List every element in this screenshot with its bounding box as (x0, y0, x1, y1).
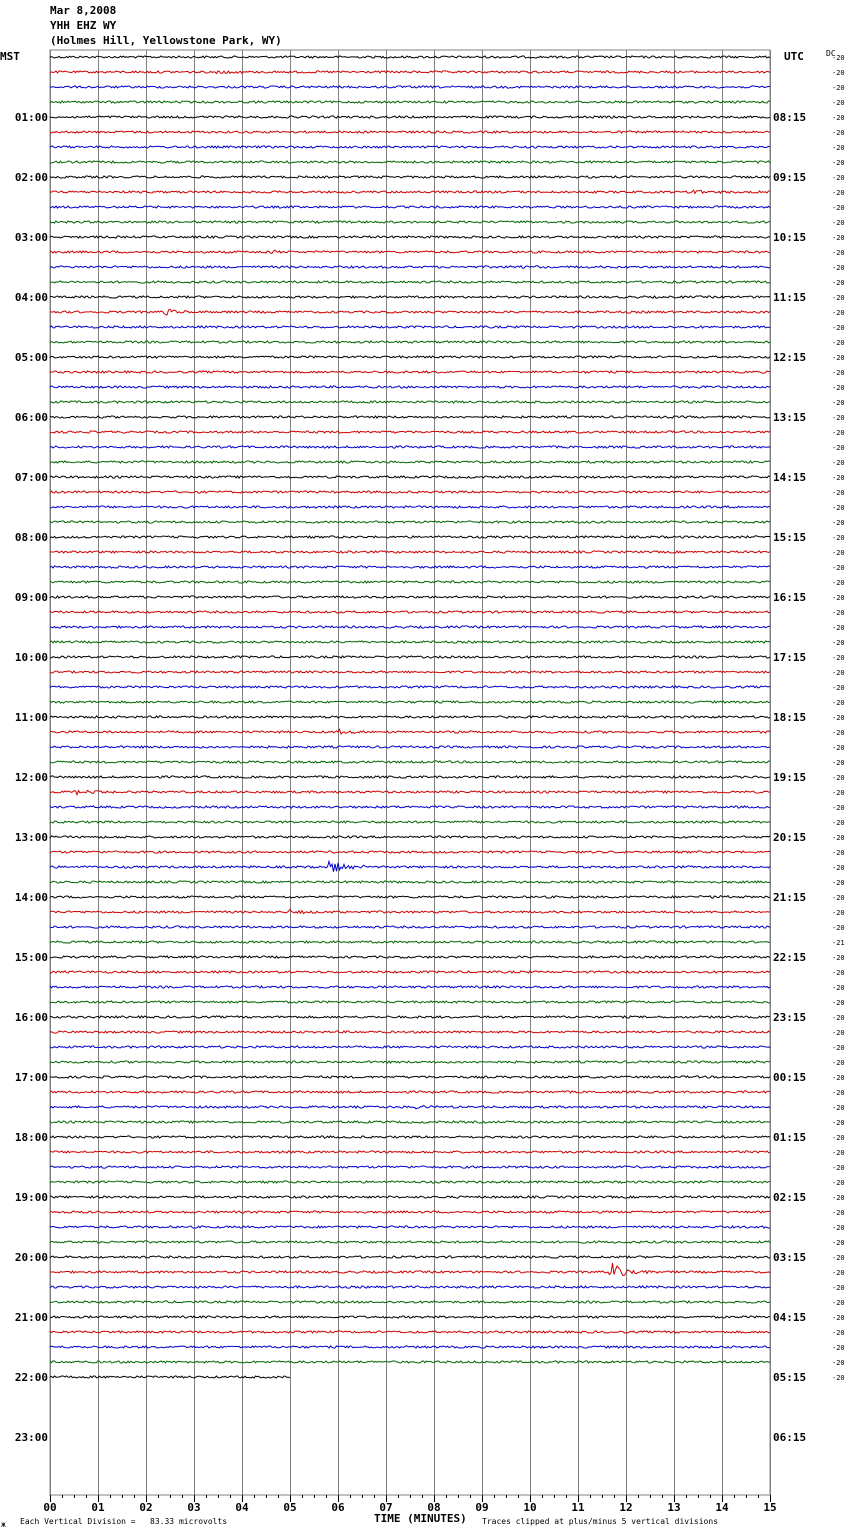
gain-label: -20 (832, 294, 845, 302)
hour-label-right: 06:15 (773, 1431, 807, 1444)
gain-label: -20 (832, 399, 845, 407)
hour-label-left: 20:00 (14, 1251, 48, 1264)
hour-label-right: 09:15 (773, 171, 807, 184)
gain-label: -20 (832, 489, 845, 497)
seismic-trace (50, 701, 770, 703)
gain-label: -20 (832, 174, 845, 182)
hour-label-right: 11:15 (773, 291, 807, 304)
seismic-trace (50, 161, 770, 163)
gain-label: -20 (832, 54, 845, 62)
gain-label: -20 (832, 564, 845, 572)
vertical-division-scale: Each Vertical Division = 83.33 microvolts (20, 1517, 228, 1526)
gain-label: -20 (832, 744, 845, 752)
seismic-trace (50, 596, 770, 598)
seismic-trace (50, 1376, 290, 1378)
seismic-trace (50, 729, 770, 734)
seismic-trace (50, 266, 770, 268)
seismic-trace (50, 1346, 770, 1348)
seismic-trace (50, 790, 770, 794)
hour-label-right: 05:15 (773, 1371, 807, 1384)
hour-label-left: 18:00 (14, 1131, 48, 1144)
gain-label: -20 (832, 624, 845, 632)
seismic-trace (50, 1106, 770, 1109)
seismic-trace (50, 1361, 770, 1363)
clip-note: Traces clipped at plus/minus 5 vertical divisions (482, 1517, 719, 1526)
gain-label: -20 (832, 729, 845, 737)
seismic-trace (50, 746, 770, 748)
gain-label: -20 (832, 1164, 845, 1172)
left-timezone-label: MST (0, 50, 20, 63)
seismic-trace (50, 431, 770, 433)
x-tick-label: 03 (187, 1501, 201, 1514)
gain-label: -20 (832, 204, 845, 212)
seismic-trace (50, 716, 770, 718)
x-tick-label: 12 (619, 1501, 633, 1514)
seismic-trace (50, 1001, 770, 1003)
trace-group (50, 56, 770, 1378)
seismic-trace (50, 341, 770, 343)
hour-label-left: 19:00 (14, 1191, 48, 1204)
gain-label: -20 (832, 384, 845, 392)
gain-label: -20 (832, 1104, 845, 1112)
gain-label: -20 (832, 1344, 845, 1352)
seismic-trace (50, 1263, 770, 1276)
gain-label: -20 (832, 879, 845, 887)
seismic-trace (50, 761, 770, 763)
hour-label-right: 02:15 (773, 1191, 807, 1204)
seismic-trace (50, 176, 770, 178)
seismic-trace (50, 1301, 770, 1303)
x-tick-label: 00 (43, 1501, 57, 1514)
gain-label: -20 (832, 159, 845, 167)
gain-label: -20 (832, 639, 845, 647)
seismic-trace (50, 461, 770, 463)
gain-label: -20 (832, 549, 845, 557)
gain-label: -20 (832, 1149, 845, 1157)
seismic-trace (50, 986, 770, 988)
seismic-trace (50, 1076, 770, 1078)
seismic-trace (50, 1256, 770, 1258)
seismic-trace (50, 1061, 770, 1063)
seismic-trace (50, 1136, 770, 1138)
seismic-trace (50, 1151, 770, 1153)
hour-label-right: 10:15 (773, 231, 807, 244)
seismic-trace (50, 656, 770, 658)
gain-label: -20 (832, 594, 845, 602)
seismic-trace (50, 386, 770, 388)
gain-label: -20 (832, 864, 845, 872)
x-tick-label: 07 (379, 1501, 393, 1514)
seismic-trace (50, 146, 770, 148)
hour-label-right: 14:15 (773, 471, 807, 484)
seismic-trace (50, 56, 770, 58)
gain-label: -20 (832, 669, 845, 677)
gain-label: -20 (832, 909, 845, 917)
x-tick-label: 05 (283, 1501, 297, 1514)
x-tick-label: 06 (331, 1501, 345, 1514)
hour-label-right: 00:15 (773, 1071, 807, 1084)
x-tick-label: 15 (763, 1501, 777, 1514)
gain-label: -20 (832, 429, 845, 437)
gain-label: -20 (832, 999, 845, 1007)
hour-label-left: 03:00 (14, 231, 48, 244)
gain-label: -20 (832, 354, 845, 362)
hour-label-right: 21:15 (773, 891, 807, 904)
gain-label: -20 (832, 1284, 845, 1292)
gain-label: -20 (832, 474, 845, 482)
seismic-trace (50, 956, 770, 958)
hour-label-right: 18:15 (773, 711, 807, 724)
seismic-trace (50, 641, 770, 643)
gain-label: -20 (832, 579, 845, 587)
x-tick-label: 08 (427, 1501, 441, 1514)
hour-label-right: 23:15 (773, 1011, 807, 1024)
hour-label-right: 15:15 (773, 531, 807, 544)
gain-label: -20 (832, 894, 845, 902)
hour-label-left: 08:00 (14, 531, 48, 544)
gain-label: -20 (832, 1044, 845, 1052)
hour-label-left: 21:00 (14, 1311, 48, 1324)
gain-label: -20 (832, 954, 845, 962)
hour-label-left: 22:00 (14, 1371, 48, 1384)
hour-label-left: 11:00 (14, 711, 48, 724)
gain-label: -20 (832, 1209, 845, 1217)
gain-label: -20 (832, 969, 845, 977)
seismic-trace (50, 776, 770, 778)
gain-label: -20 (832, 1269, 845, 1277)
gain-label: -20 (832, 804, 845, 812)
axis-labels (15, 54, 845, 1514)
gain-label: -20 (832, 114, 845, 122)
hour-label-right: 17:15 (773, 651, 807, 664)
seismic-trace (50, 1241, 770, 1243)
gain-label: -20 (832, 279, 845, 287)
gain-label: -20 (832, 264, 845, 272)
hour-label-left: 15:00 (14, 951, 48, 964)
seismic-trace (50, 401, 770, 403)
seismic-trace (50, 1226, 770, 1228)
hour-label-left: 13:00 (14, 831, 48, 844)
gain-label: -20 (832, 324, 845, 332)
x-tick-label: 11 (571, 1501, 585, 1514)
gain-label: -20 (832, 984, 845, 992)
seismic-trace (50, 851, 770, 853)
gain-label: -20 (832, 1224, 845, 1232)
seismic-trace (50, 190, 770, 193)
seismic-trace (50, 836, 770, 838)
gain-label: -20 (832, 684, 845, 692)
x-tick-label: 01 (91, 1501, 105, 1514)
seismic-trace (50, 1016, 770, 1018)
date-label: Mar 8,2008 (50, 4, 117, 17)
hour-label-left: 17:00 (14, 1071, 48, 1084)
gain-label: -20 (832, 519, 845, 527)
gain-label: -20 (832, 444, 845, 452)
right-timezone-label: UTC (784, 50, 804, 63)
seismic-trace (50, 116, 770, 118)
hour-label-right: 08:15 (773, 111, 807, 124)
x-tick-label: 04 (235, 1501, 249, 1514)
seismic-trace (50, 941, 770, 943)
gain-label: -20 (832, 1374, 845, 1382)
seismic-trace (50, 806, 770, 808)
seismic-trace (50, 281, 770, 283)
gain-label: -20 (832, 459, 845, 467)
dc-label: DC (826, 49, 836, 58)
hour-label-left: 16:00 (14, 1011, 48, 1024)
gain-label: -20 (832, 144, 845, 152)
gain-label: -20 (832, 1134, 845, 1142)
seismic-trace (50, 626, 770, 628)
gain-label: -20 (832, 1089, 845, 1097)
seismic-trace (50, 446, 770, 448)
footer-logo-mark: ж (1, 1520, 6, 1529)
seismic-trace (50, 131, 770, 133)
seismic-trace (50, 371, 770, 373)
seismic-trace (50, 551, 770, 553)
gain-label: -20 (832, 1299, 845, 1307)
location-label: (Holmes Hill, Yellowstone Park, WY) (50, 34, 282, 47)
gain-label: -20 (832, 414, 845, 422)
gain-label: -20 (832, 789, 845, 797)
station-label: YHH EHZ WY (50, 19, 117, 32)
seismic-trace (50, 1091, 770, 1093)
seismic-trace (50, 861, 770, 872)
seismic-trace (50, 566, 770, 568)
seismic-trace (50, 1181, 770, 1183)
gain-label: -20 (832, 1314, 845, 1322)
gain-label: -20 (832, 84, 845, 92)
seismic-trace (50, 356, 770, 358)
seismic-trace (50, 1196, 770, 1198)
hour-label-left: 09:00 (14, 591, 48, 604)
gain-label: -20 (832, 129, 845, 137)
hour-label-right: 20:15 (773, 831, 807, 844)
gain-label: -20 (832, 1029, 845, 1037)
hour-label-right: 13:15 (773, 411, 807, 424)
gain-label: -20 (832, 1254, 845, 1262)
hour-label-right: 01:15 (773, 1131, 807, 1144)
seismic-trace (50, 536, 770, 538)
hour-label-left: 04:00 (14, 291, 48, 304)
seismic-trace (50, 971, 770, 973)
gain-label: -20 (832, 339, 845, 347)
hour-label-left: 10:00 (14, 651, 48, 664)
gain-label: -20 (832, 234, 845, 242)
seismic-trace (50, 476, 770, 478)
hour-label-right: 19:15 (773, 771, 807, 784)
gain-label: -20 (832, 1359, 845, 1367)
hour-label-left: 06:00 (14, 411, 48, 424)
seismic-trace (50, 1046, 770, 1048)
hour-label-right: 16:15 (773, 591, 807, 604)
seismic-trace (50, 821, 770, 823)
hour-label-left: 02:00 (14, 171, 48, 184)
seismic-trace (50, 881, 770, 883)
hour-label-left: 14:00 (14, 891, 48, 904)
gain-label: -20 (832, 189, 845, 197)
seismic-trace (50, 101, 770, 103)
gain-label: -20 (832, 759, 845, 767)
seismic-trace (50, 909, 770, 913)
gain-label: -20 (832, 219, 845, 227)
hour-label-right: 22:15 (773, 951, 807, 964)
gain-label: -21 (832, 939, 845, 947)
x-tick-label: 13 (667, 1501, 681, 1514)
seismic-trace (50, 581, 770, 583)
gain-label: -20 (832, 609, 845, 617)
gain-label: -20 (832, 849, 845, 857)
x-axis-title: TIME (MINUTES) (374, 1512, 467, 1525)
seismic-trace (50, 686, 770, 688)
gain-label: -20 (832, 1119, 845, 1127)
gain-label: -20 (832, 699, 845, 707)
seismic-trace (50, 896, 770, 899)
gain-label: -20 (832, 834, 845, 842)
gain-label: -20 (832, 1059, 845, 1067)
seismic-trace (50, 250, 770, 253)
gain-label: -20 (832, 924, 845, 932)
hour-label-left: 01:00 (14, 111, 48, 124)
hour-label-left: 07:00 (14, 471, 48, 484)
seismic-trace (50, 71, 770, 74)
seismic-trace (50, 1031, 770, 1033)
gain-label: -20 (832, 309, 845, 317)
hour-label-right: 12:15 (773, 351, 807, 364)
hour-label-left: 12:00 (14, 771, 48, 784)
gain-label: -20 (832, 714, 845, 722)
gain-label: -20 (832, 369, 845, 377)
seismic-trace (50, 296, 770, 298)
seismic-trace (50, 611, 770, 613)
x-tick-label: 14 (715, 1501, 729, 1514)
gain-label: -20 (832, 69, 845, 77)
seismic-trace (50, 1286, 770, 1288)
seismic-trace (50, 206, 770, 208)
seismic-trace (50, 1316, 770, 1318)
gain-label: -20 (832, 1194, 845, 1202)
gain-label: -20 (832, 1074, 845, 1082)
gain-label: -20 (832, 774, 845, 782)
gain-label: -20 (832, 819, 845, 827)
seismic-trace (50, 1331, 770, 1333)
seismic-trace (50, 86, 770, 88)
seismic-trace (50, 1166, 770, 1168)
x-tick-label: 10 (523, 1501, 537, 1514)
seismic-trace (50, 491, 770, 493)
x-tick-label: 02 (139, 1501, 153, 1514)
gain-label: -20 (832, 654, 845, 662)
seismic-trace (50, 236, 770, 238)
seismic-trace (50, 926, 770, 928)
seismic-trace (50, 221, 770, 223)
seismic-trace (50, 521, 770, 523)
seismic-trace (50, 1211, 770, 1213)
gain-label: -20 (832, 249, 845, 257)
hour-label-left: 23:00 (14, 1431, 48, 1444)
seismic-trace (50, 309, 770, 315)
gain-label: -20 (832, 1014, 845, 1022)
seismic-trace (50, 506, 770, 508)
gain-label: -20 (832, 534, 845, 542)
gain-label: -20 (832, 1239, 845, 1247)
hour-label-left: 05:00 (14, 351, 48, 364)
gain-label: -20 (832, 1179, 845, 1187)
hour-label-right: 04:15 (773, 1311, 807, 1324)
seismic-trace (50, 1121, 770, 1123)
gain-label: -20 (832, 504, 845, 512)
gain-label: -20 (832, 1329, 845, 1337)
seismic-trace (50, 416, 770, 418)
x-tick-label: 09 (475, 1501, 489, 1514)
seismic-trace (50, 671, 770, 673)
seismic-trace (50, 326, 770, 328)
hour-label-right: 03:15 (773, 1251, 807, 1264)
gain-label: -20 (832, 99, 845, 107)
